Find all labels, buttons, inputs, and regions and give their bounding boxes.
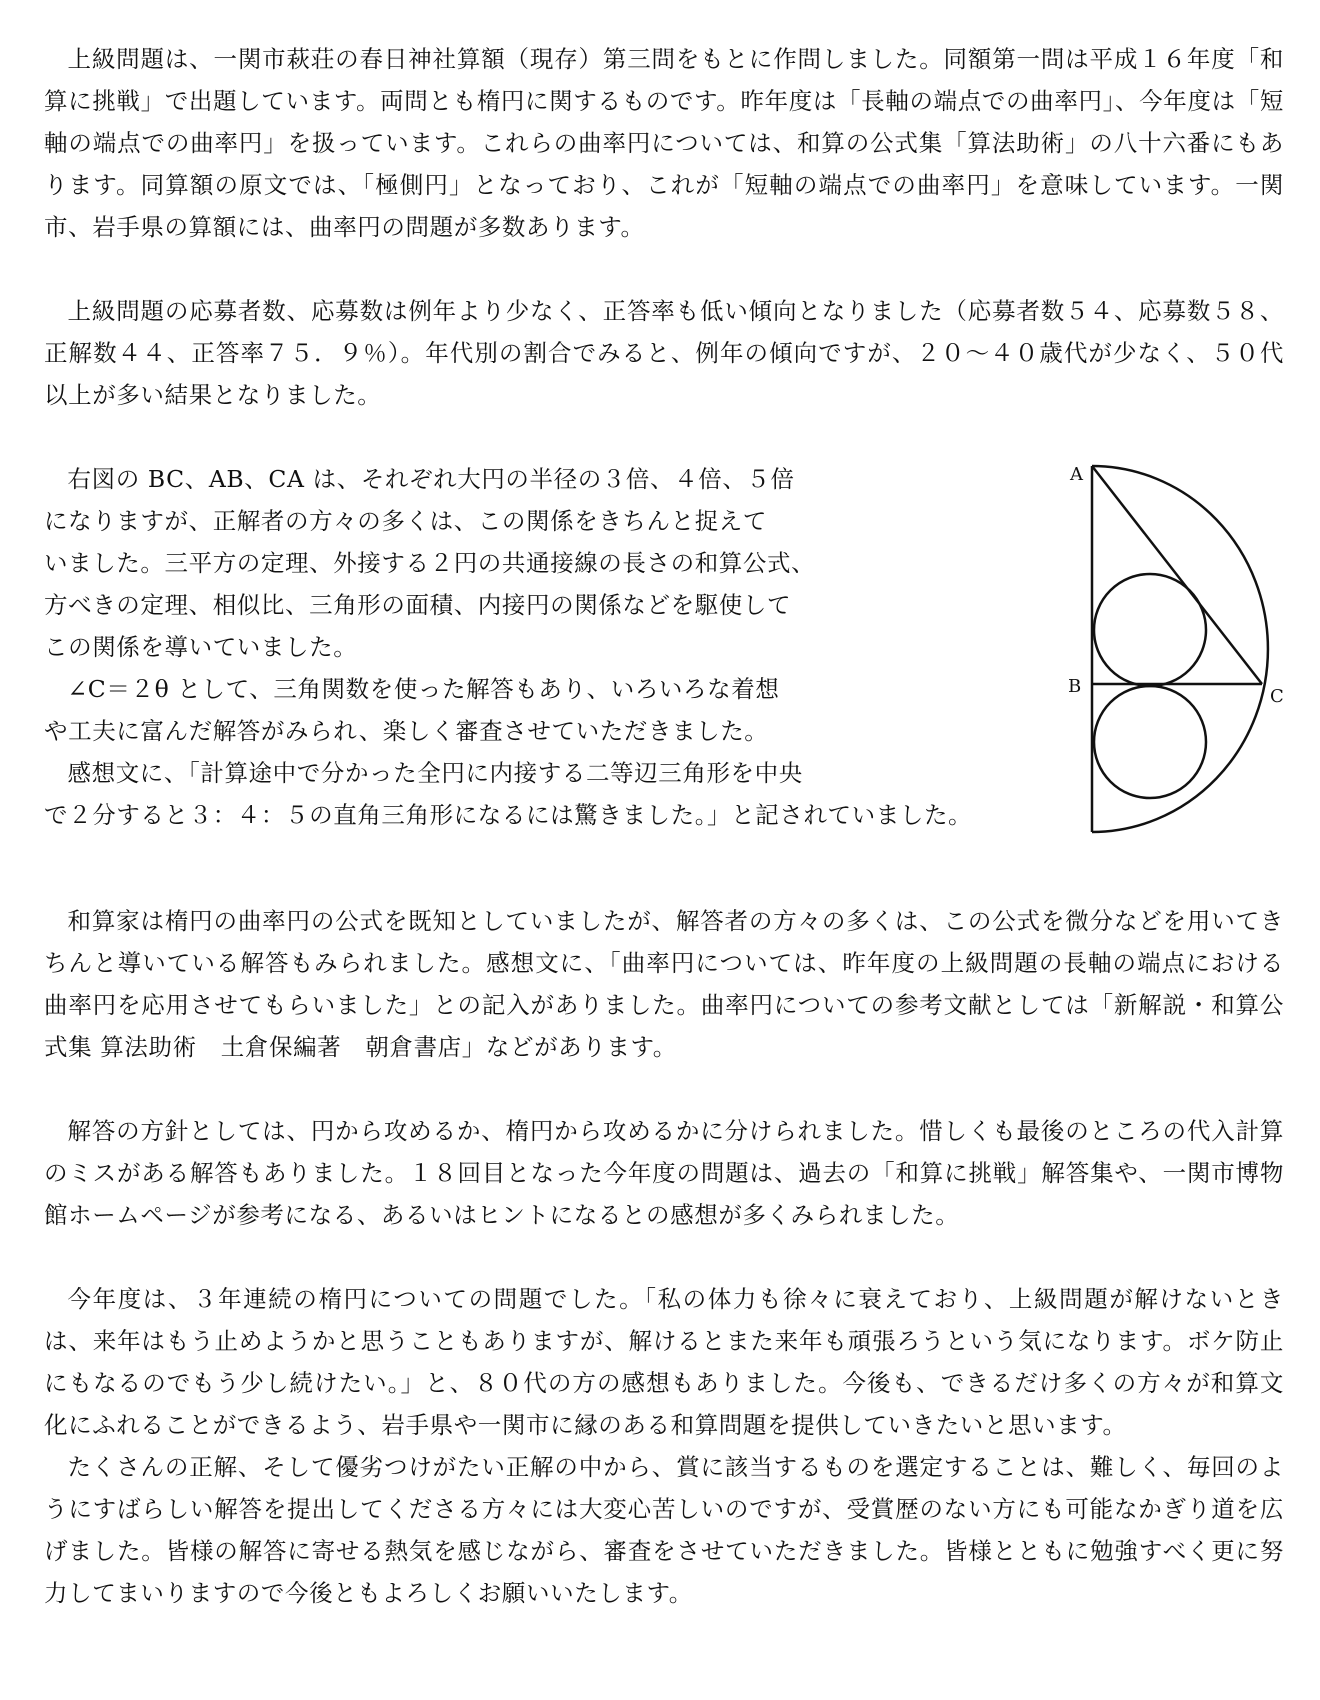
semicircle-diagram [1052, 458, 1292, 858]
geometry-figure [1052, 458, 1292, 858]
paragraph-closing: たくさんの正解、そして優劣つけがたい正解の中から、賞に該当するものを選定することは、難しく、毎回のようにすばらしい解答を提出してくださる方々には大変心苦しいのですが、受賞歴のない方にも可能なかぎり道を広げました。皆様の解答に寄せる熱気を感じながら、審査をさせていただきました。皆様とともに勉強すべく更に努力してまいりますので今後ともよろしくお願いいたします。 [44, 1453, 1284, 1607]
text-line: ∠C＝２θ として、三角関数を使った解答もあり、いろいろな着想 [67, 675, 780, 703]
paragraph-approach: 解答の方針としては、円から攻めるか、楕円から攻めるかに分けられました。惜しくも最後のところの代入計算のミスがある解答もありました。１８回目となった今年度の問題は、過去の「和算に挑戦」解答集や、一関市博物館ホームページが参考になる、あるいはヒントになるとの感想が多くみられました。 [44, 1117, 1284, 1229]
document-page [44, 38, 1284, 1614]
paragraph-statistics: 上級問題の応募者数、応募数は例年より少なく、正答率も低い傾向となりました（応募者数５４、応募数５８、正解数４４、正答率７５．９％）。年代別の割合でみると、例年の傾向ですが、２０～４０歳代が少なく、５０代以上が多い結果となりました。 [44, 297, 1284, 409]
text-line: 方べきの定理、相似比、三角形の面積、内接円の関係などを駆使して [44, 591, 792, 619]
text-line: この関係を導いていました。 [44, 633, 358, 661]
text-line: になりますが、正解者の方々の多くは、この関係をきちんと捉えて [44, 507, 767, 535]
lower-circle [1094, 686, 1206, 798]
text-line: いました。三平方の定理、外接する２円の共通接線の長さの和算公式、 [44, 549, 816, 577]
label-a: A [1070, 464, 1083, 485]
paragraph-gap [44, 858, 1284, 900]
text-line: 感想文に、「計算途中で分かった全円に内接する二等辺三角形を中央 [67, 759, 803, 787]
label-b: B [1068, 676, 1082, 697]
text-line: や工夫に富んだ解答がみられ、楽しく審査させていただきました。 [44, 717, 769, 745]
paragraph-this-year: 今年度は、３年連続の楕円についての問題でした。「私の体力も徐々に衰えており、上級問題が解けないときは、来年はもう止めようかと思うこともありますが、解けるとまた来年も頑張ろうという気になります。ボケ防止にもなるのでもう少し続けたい。」と、８０代の方の感想もありました。今後も、できるだけ多くの方々が和算文化にふれることができるよう、岩手県や一関市に縁のある和算問題を提供していきたいと思います。 [44, 1285, 1284, 1439]
paragraph-gap [44, 1236, 1284, 1278]
paragraph-curvature-formula: 和算家は楕円の曲率円の公式を既知としていましたが、解答者の方々の多くは、この公式を微分などを用いてきちんと導いている解答もみられました。感想文に、「曲率円については、昨年度の上級問題の長軸の端点における曲率円を応用させてもらいました」との記入がありました。曲率円についての参考文献としては「新解説・和算公式集 算法助術 土倉保編著 朝倉書店」などがあります。 [44, 907, 1284, 1061]
figure-explanation [44, 458, 1034, 836]
outer-arc [1092, 466, 1268, 832]
paragraph-gap [44, 416, 1284, 458]
upper-circle [1094, 574, 1206, 686]
figure-section [44, 458, 1284, 858]
text-line: で２分すると３：４：５の直角三角形になるには驚きました。」と記されていました。 [44, 801, 973, 829]
paragraph-gap [44, 1068, 1284, 1110]
line-ac [1092, 466, 1262, 684]
label-c: C [1270, 686, 1284, 707]
paragraph-origin: 上級問題は、一関市萩荘の春日神社算額（現存）第三問をもとに作問しました。同額第一問は平成１６年度「和算に挑戦」で出題しています。両問とも楕円に関するものです。昨年度は「長軸の端点での曲率円」、今年度は「短軸の端点での曲率円」を扱っています。これらの曲率円については、和算の公式集「算法助術」の八十六番にもあります。同算額の原文では、「極側円」となっており、これが「短軸の端点での曲率円」を意味しています。一関市、岩手県の算額には、曲率円の問題が多数あります。 [44, 45, 1284, 241]
text-line: 右図の BC、AB、CA は、それぞれ大円の半径の３倍、４倍、５倍 [67, 465, 795, 493]
paragraph-gap [44, 248, 1284, 290]
